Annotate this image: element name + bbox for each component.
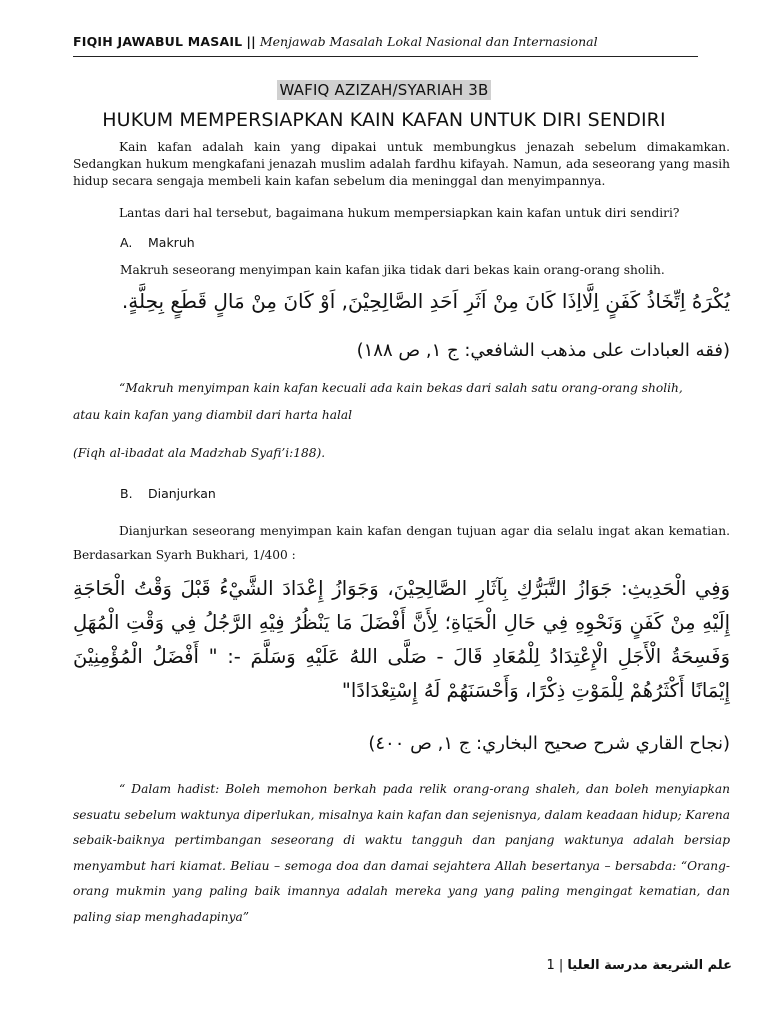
section-a-reference: (Fiqh al-ibadat ala Madzhab Syafi’i:188). xyxy=(73,446,326,460)
section-b-translation: “ Dalam hadist: Boleh memohon berkah pada relik orang-orang shaleh, dan boleh menyiapkan sesuatu sebelum waktunya diperlukan, misalnya kain kafan dan sejenisnya, dalam keadaan hidup; Karena sebaik-baiknya pertimbangan seseorang di waktu tangguh dan panjang waktunya adalah bersiap menyambut hari kiamat. Beliau – semoga doa dan damai sejahtera Allah besertanya – bersabda: “Orang-orang mukmin yang paling baik imannya adalah mereka yang yang paling mengingat kematian, dan paling siap menghadapinya” xyxy=(73,782,730,924)
question-paragraph: Lantas dari hal tersebut, bagaimana hukum mempersiapkan kain kafan untuk diri sendiri? xyxy=(119,206,680,220)
page-footer xyxy=(546,958,732,973)
section-b-text: Dianjurkan seseorang menyimpan kain kafan dengan tujuan agar dia selalu ingat akan kematian. Berdasarkan Syarh Bukhari, 1/400 : xyxy=(73,524,730,562)
section-b-heading xyxy=(120,486,216,501)
page-title: HUKUM MEMPERSIAPKAN KAIN KAFAN UNTUK DIRI SENDIRI xyxy=(102,109,666,131)
section-a-arabic: يُكْرَهُ اِتِّخَاذُ كَفَنٍ اِلَّااِذَا كَانَ مِنْ اَثَرِ اَحَدِ الصَّالِحِيْنَ, اَوْ كَانَ مِنْ مَالٍ قَطَعٍ بِحِلَّةٍ. xyxy=(121,289,730,313)
section-a-arabic-reference: (فقه العبادات على مذهب الشافعي: ج ١, ص ١٨٨) xyxy=(356,340,730,361)
footer-separator: | xyxy=(558,958,564,973)
footer-text: علم الشريعة مدرسة العليا xyxy=(567,958,732,973)
section-a-translation-1: “Makruh menyimpan kain kafan kecuali ada kain bekas dari salah satu orang-orang sholih, xyxy=(119,381,683,395)
intro-paragraph: Kain kafan adalah kain yang dipakai untuk membungkus jenazah sebelum dimakamkan. Sedangkan hukum mengkafani jenazah muslim adalah fardhu kifayah. Namun, ada seseorang yang masih hidup secara sengaja membeli kain kafan sebelum dia meninggal dan menyimpannya. xyxy=(73,140,730,188)
section-a-number: A. xyxy=(120,235,133,250)
header-rule xyxy=(73,56,698,57)
page-header xyxy=(73,34,698,49)
header-separator: || xyxy=(246,34,256,49)
section-b-arabic: وَفِي الْحَدِيثِ: جَوَازُ التَّبَرُّكِ بِآثَارِ الصَّالِحِيْنَ، وَجَوَازُ إِعْدَادَ الشَّيْءُ قَبْلَ وَقْتُ الْحَاجَةِ إِلَيْهِ مِنْ كَفَنٍ وَنَحْوِهِ فِي حَالِ الْحَيَاةِ؛ لِأَنَّ أَفْضَلَ مَا يَنْظُرُ فِيْهِ الرَّجُلُ فِي وَقْتِ الْمُهَلِ وَفَسِحَةُ الْأَجَلِ الْإِعْتِدَادُ لِلْمُعَادِ قَالَ - صَلَّى اللهُ عَلَيْهِ وَسَلَّمَ -: " أَفْضَلُ الْمُؤْمِنِيْنَ إِيْمَانًا أَكْثَرُهُمْ لِلْمَوْتِ ذِكْرًا، وَأَحْسَنَهُمْ لَهُ إِسْتِعْدَادًا" xyxy=(73,577,730,702)
header-subtitle: Menjawab Masalah Lokal Nasional dan Internasional xyxy=(259,34,598,49)
section-a-text: Makruh seseorang menyimpan kain kafan jika tidak dari bekas kain orang-orang sholih. xyxy=(120,263,665,277)
header-title: FIQIH JAWABUL MASAIL xyxy=(73,34,243,49)
author-line xyxy=(0,80,768,100)
footer-page-number: 1 xyxy=(546,958,555,973)
section-b-title: Dianjurkan xyxy=(148,486,216,501)
section-a-translation-2: atau kain kafan yang diambil dari harta halal xyxy=(73,408,353,422)
section-a-title: Makruh xyxy=(148,235,195,250)
section-b-number: B. xyxy=(120,486,133,501)
section-b-arabic-reference: (نجاح القاري شرح صحيح البخاري: ج ١, ص ٤٠٠) xyxy=(368,733,730,754)
section-a-heading xyxy=(120,235,195,250)
author-label: WAFIQ AZIZAH/SYARIAH 3B xyxy=(279,81,489,99)
